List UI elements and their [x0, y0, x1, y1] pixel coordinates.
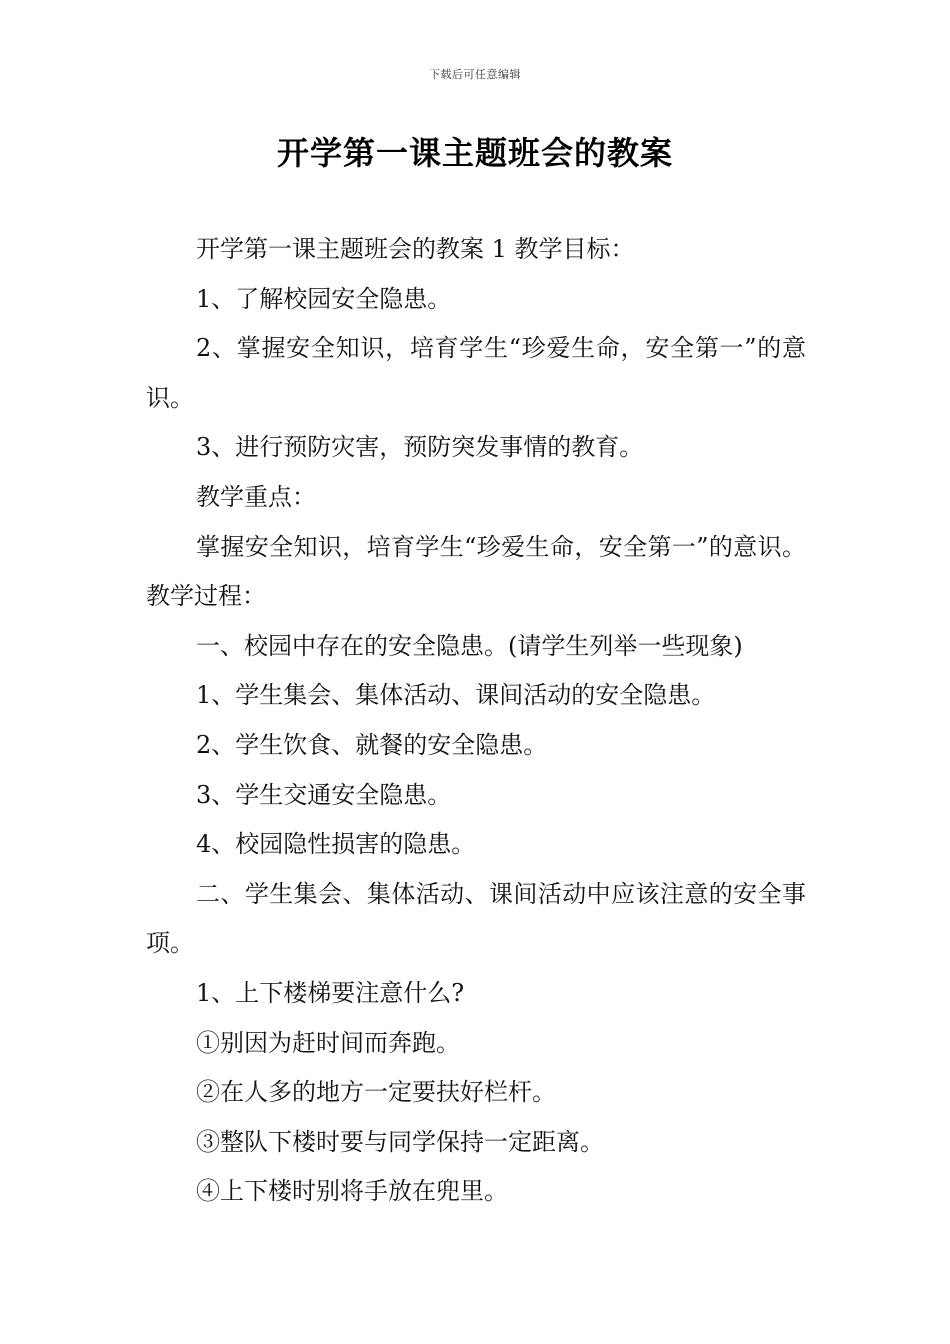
paragraph: 3、进行预防灾害，预防突发事情的教育。 — [196, 433, 644, 462]
paragraph: 一、校园中存在的安全隐患。(请学生列举一些现象) — [196, 631, 743, 660]
paragraph: 1、上下楼梯要注意什么? — [196, 978, 465, 1007]
paragraph: 1、学生集会、集体活动、课间活动的安全隐患。 — [196, 681, 716, 710]
document-title: 开学第一课主题班会的教案 — [276, 134, 673, 172]
paragraph: 3、学生交通安全隐患。 — [196, 780, 452, 809]
paragraph: ②在人多的地方一定要扶好栏杆。 — [196, 1078, 556, 1107]
page-header-note: 下载后可任意编辑 — [429, 68, 521, 81]
paragraph: 教学重点： — [196, 482, 316, 511]
paragraph: ③整队下楼时要与同学保持一定距离。 — [196, 1127, 604, 1156]
paragraph: 掌握安全知识，培育学生“珍爱生命，安全第一”的意识。教学过程： — [146, 532, 806, 611]
paragraph: 4、校园隐性损害的隐患。 — [196, 830, 476, 859]
paragraph: 2、掌握安全知识，培育学生“珍爱生命，安全第一”的意识。 — [146, 334, 806, 412]
paragraph: ④上下楼时别将手放在兜里。 — [196, 1177, 508, 1206]
paragraph: 1、了解校园安全隐患。 — [196, 284, 452, 313]
paragraph: 二、学生集会、集体活动、课间活动中应该注意的安全事项。 — [146, 879, 806, 958]
paragraph: ①别因为赶时间而奔跑。 — [196, 1028, 460, 1057]
paragraph: 2、学生饮食、就餐的安全隐患。 — [196, 730, 548, 759]
document-body — [146, 225, 806, 1217]
paragraph: 开学第一课主题班会的教案 1 教学目标： — [196, 235, 635, 263]
